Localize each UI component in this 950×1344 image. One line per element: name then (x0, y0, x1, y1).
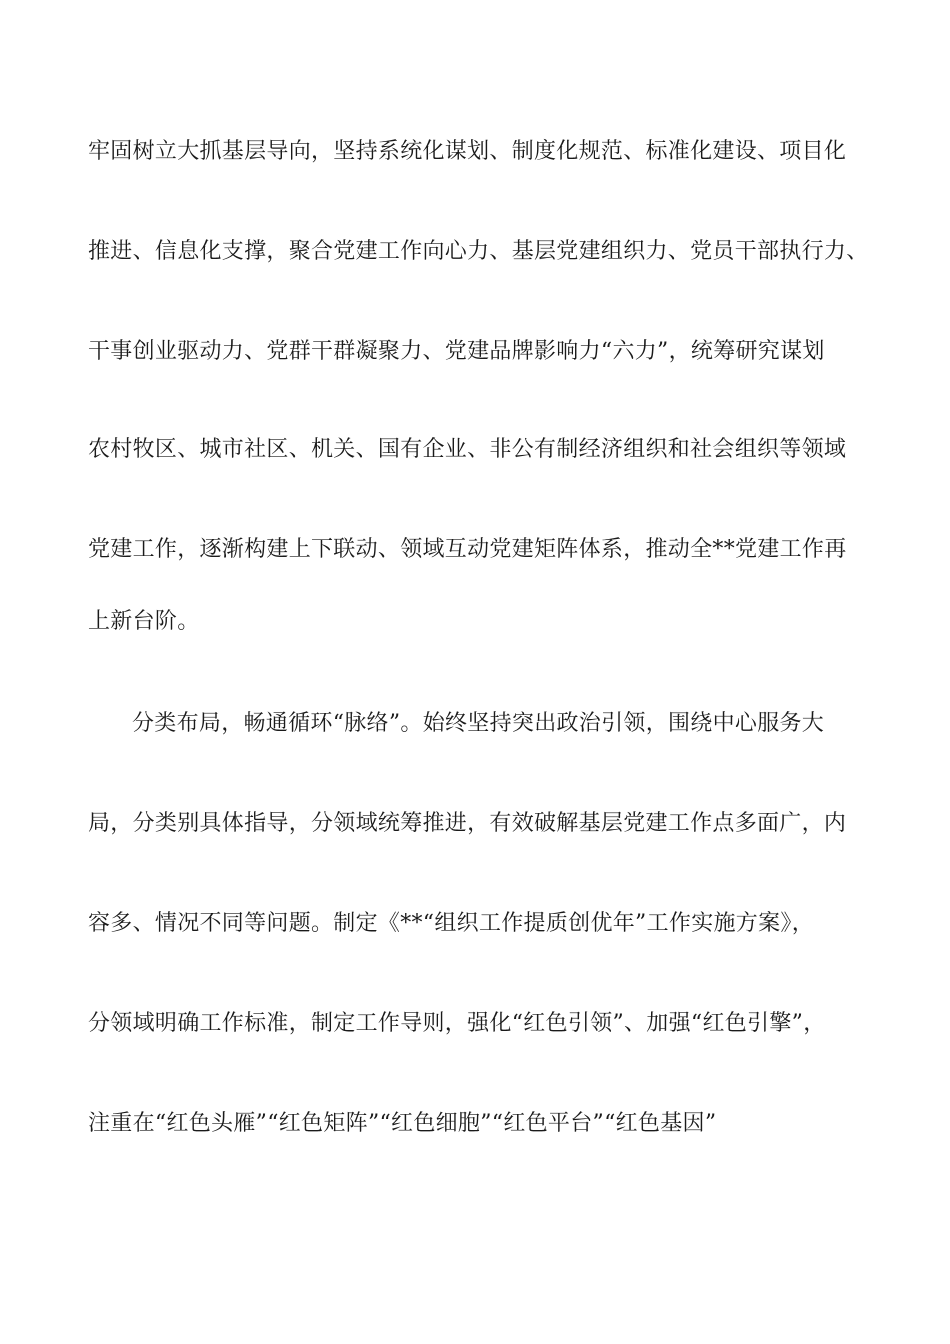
paragraph-1-line-1: 牢固树立大抓基层导向，坚持系统化谋划、制度化规范、标准化建设、项目化 (88, 139, 847, 164)
paragraph-1-line-5: 党建工作，逐渐构建上下联动、领域互动党建矩阵体系，推动全**党建工作再 (88, 537, 847, 562)
paragraph-2-line-4: 分领域明确工作标准，制定工作导则，强化“红色引领”、加强“红色引擎”， (88, 1011, 826, 1036)
paragraph-1-line-2: 推进、信息化支撑，聚合党建工作向心力、基层党建组织力、党员干部执行力、 (88, 239, 869, 264)
paragraph-1-line-4: 农村牧区、城市社区、机关、国有企业、非公有制经济组织和社会组织等领域 (88, 437, 847, 462)
paragraph-2-line-5: 注重在“红色头雁”“红色矩阵”“红色细胞”“红色平台”“红色基因” (88, 1111, 717, 1136)
paragraph-2-line-3: 容多、情况不同等问题。制定《**“组织工作提质创优年”工作实施方案》， (88, 911, 814, 936)
paragraph-2-line-2: 局，分类别具体指导，分领域统筹推进，有效破解基层党建工作点多面广，内 (88, 811, 847, 836)
paragraph-1-line-6: 上新台阶。 (88, 609, 200, 634)
paragraph-1-line-3: 干事创业驱动力、党群干群凝聚力、党建品牌影响力“六力”，统筹研究谋划 (88, 339, 825, 364)
paragraph-2-line-1: 分类布局，畅通循环“脉络”。始终坚持突出政治引领，围绕中心服务大 (132, 711, 825, 736)
